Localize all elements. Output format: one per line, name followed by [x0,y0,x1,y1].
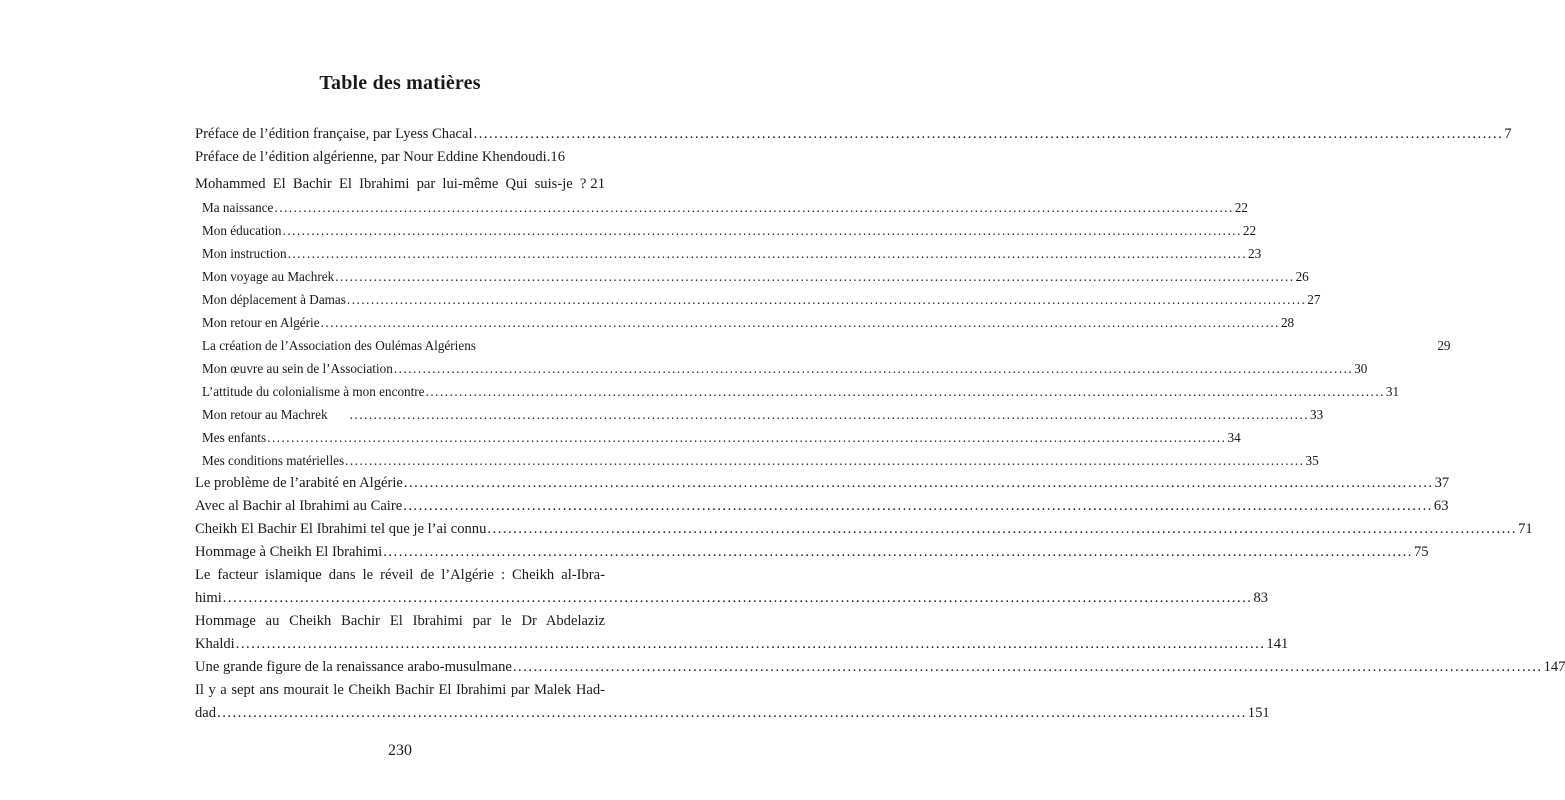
toc-entry [195,702,1270,725]
toc-entry [195,541,1429,564]
toc-entry-page: 147 [1543,659,1565,675]
dot-leader [347,288,1306,311]
dot-leader [267,426,1226,449]
toc-entry-label: Mes enfants [202,430,267,445]
dot-leader [288,242,1247,265]
toc-subentry [195,357,1368,380]
dot-leader [236,633,1266,656]
toc-entry-label: Mon instruction [202,246,287,261]
toc-entry-page: 28 [1280,315,1295,330]
toc-entry-label: Mon éducation [202,223,282,238]
toc-subentry [195,196,1248,219]
toc-entry-label: Ma naissance [202,200,274,215]
dot-leader [335,265,1294,288]
toc-entry-label: Mon œuvre au sein de l’Association [202,361,393,376]
toc-entry-page: 22 [1234,200,1248,215]
toc-entry [195,146,605,169]
toc-entry-page: 30 [1354,361,1368,376]
toc-entry-label: Préface de l’édition algérienne, par Nour Eddine Khendoudi. [195,149,551,165]
dot-leader [321,311,1280,334]
dot-leader [513,656,1543,679]
toc-entry-label: himi [195,590,222,606]
toc-subentry [195,242,1262,265]
toc-subentry [195,219,1257,242]
toc-entry-page: 22 [1242,223,1257,238]
dot-leader [217,702,1247,725]
toc-entry-label-line1: Hommage au Cheikh Bachir El Ibrahimi par le Dr Abdelaziz [195,613,605,629]
toc-entry-page: 63 [1433,498,1449,514]
toc-entry-page: 27 [1307,292,1321,307]
toc-entry-page: 35 [1305,453,1319,468]
toc-entry-page: 141 [1266,636,1289,652]
toc-subentry [195,403,1324,426]
toc-entry-page: 151 [1247,705,1270,721]
toc-entry-page: 37 [1434,475,1450,491]
toc-entry-page: 31 [1385,384,1400,399]
toc-entry-page: 7 [1504,126,1512,142]
toc-entry-label: Hommage à Cheikh El Ibrahimi [195,544,383,560]
toc-entry-label: Une grande figure de la renaissance arabo-musulmane [195,659,512,675]
toc-entry-page: 26 [1295,269,1309,284]
toc-subentry [195,426,1241,449]
toc-entry-label: Mes conditions matérielles [202,453,345,468]
toc-entry-label: Préface de l’édition française, par Lyess Chacal [195,126,473,142]
toc-entry [195,518,1533,541]
toc-entry-label: L’attitude du colonialisme à mon encontre [202,384,425,399]
dot-leader [403,495,1433,518]
dot-leader [394,357,1353,380]
toc-subentry [195,380,1400,403]
toc-entry-label: Mon déplacement à Damas [202,292,346,307]
table-of-contents [195,123,1565,725]
toc-entry-page: 29 [1437,338,1451,353]
toc-entry [195,173,605,196]
toc-entry-page: 83 [1253,590,1269,606]
toc-entry-label: Mon retour en Algérie [202,315,320,330]
page-number: 230 [388,742,412,759]
toc-entry-label: La création de l’Association des Oulémas Algériens [202,338,476,353]
toc-entry-label: Mohammed El Bachir El Ibrahimi par lui-même Qui suis-je ? [195,176,587,192]
toc-entry-page: 21 [590,176,605,192]
dot-leader [474,123,1504,146]
toc-entry-page: 33 [1309,407,1324,422]
dot-leader [350,403,1309,426]
toc-entry-label: Avec al Bachir al Ibrahimi au Caire [195,498,403,514]
dot-leader [223,587,1253,610]
toc-entry-page: 71 [1518,521,1533,537]
toc-entry-first-line [195,610,605,633]
toc-entry-page: 16 [550,149,565,165]
toc-entry-label: Khaldi [195,636,235,652]
dot-leader [404,472,1434,495]
dot-leader [274,196,1233,219]
toc-subentry [195,334,1451,357]
toc-subentry [195,449,1319,472]
toc-entry-first-line [195,679,605,702]
toc-entry [195,495,1449,518]
toc-entry-label: Mon retour au Machrek [202,407,328,422]
toc-entry-page: 34 [1227,430,1241,445]
toc-entry-label-line1: Il y a sept ans mourait le Cheikh Bachir El Ibrahimi par Malek Had- [195,682,605,698]
dot-leader [426,380,1385,403]
dot-leader [282,219,1241,242]
toc-entry-page: 75 [1413,544,1429,560]
toc-entry-label-line1: Le facteur islamique dans le réveil de l’Algérie : Cheikh al-Ibra- [195,567,605,583]
toc-entry-label: Mon voyage au Machrek [202,269,335,284]
toc-entry [195,472,1450,495]
toc-subentry [195,311,1295,334]
toc-entry-label: dad [195,705,217,721]
toc-entry-label: Le problème de l’arabité en Algérie [195,475,403,491]
toc-entry-label: Cheikh El Bachir El Ibrahimi tel que je l’ai connu [195,521,487,537]
dot-leader [487,518,1517,541]
toc-entry [195,123,1512,146]
toc-entry [195,633,1289,656]
toc-entry-page: 23 [1248,246,1262,261]
toc-entry [195,656,1565,679]
dot-leader [345,449,1304,472]
dot-leader [383,541,1413,564]
toc-entry [195,587,1269,610]
toc-subentry [195,265,1309,288]
toc-subentry [195,288,1321,311]
page-title: Table des matières [319,72,481,94]
toc-entry-first-line [195,564,605,587]
